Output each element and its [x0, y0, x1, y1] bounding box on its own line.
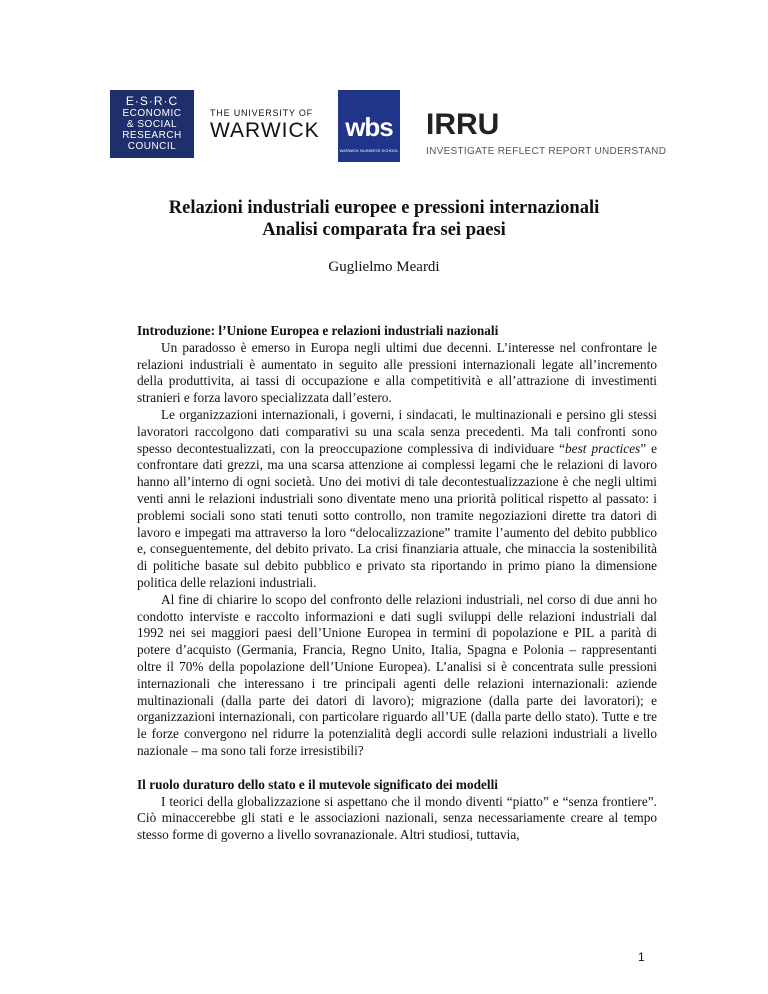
- title-line-2: Analisi comparata fra sei paesi: [262, 220, 506, 240]
- wbs-logo: [338, 90, 400, 162]
- section-gap: [137, 760, 657, 777]
- wbs-logo-subtext: WARWICK BUSINESS SCHOOL: [339, 148, 399, 153]
- warwick-logo-small: THE UNIVERSITY OF: [210, 108, 313, 118]
- paragraph: Un paradosso è emerso in Europa negli ultimi due decenni. L’interesse nel confrontare le relazioni industriali è aumentato in seguito alle pressioni internazionali legate all’incremento della produttivita, ai tassi di occupazione e alla competitività e all’attrazione di investimenti stranieri e forza lavoro specializzata dall’estero.: [137, 339, 657, 406]
- paragraph: Al fine di chiarire lo scopo del confronto delle relazioni industriali, nel corso di due anni ho condotto interviste e raccolto informazioni e dati sugli sviluppi delle relazioni industriali dal 1992 nei sei maggiori paesi dell’Unione Europea in termini di popolazione e PIL a parità di potere d’acquisto (Germania, Francia, Regno Unito, Italia, Spagna e Polonia – rappresentanti oltre il 70% della popolazione dell’Unione Europea). L’analisi si è concentrata sulle pressioni internazionali che interessano i tre principali agenti delle relazioni internazionali: aziende multinazionali (dalla parte dei datori di lavoro); migrazione (dalla parte dei lavoratori); e organizzazioni internazionali, con particolare riguardo all’UE (dalla parte dello stato). Tutte e tre le forze convergono nel ridurre la potenzialità degli accordi sulle relazioni industriali a livello nazionale – ma sono tali forze irresistibili?: [137, 591, 657, 758]
- paragraph: I teorici della globalizzazione si aspettano che il mondo diventi “piatto” e “senza frontiere”. Ciò minaccerebbe gli stati e le associazioni nazionali, senza necessariamente creare al tempo stesso forme di governo a livello sovranazionale. Altri studiosi, tuttavia,: [137, 793, 657, 843]
- esrc-logo-line: E·S·R·C: [125, 94, 179, 108]
- title-line-1: Relazioni industriali europee e pressioni internazionali: [168, 198, 600, 218]
- italic-term: best practices: [565, 440, 641, 456]
- irru-logo: [426, 110, 726, 157]
- paragraph: Le organizzazioni internazionali, i governi, i sindacati, le multinazionali e persino gli stessi lavoratori raccolgono dati comparativi su una scala senza precedenti. Ma tali confronti sono spesso decontestualizzati, con la preoccupazione complessiva di individuare “best practices” e confrontare dati grezzi, ma una scarsa attenzione ai complessi legami che le relazioni di lavoro hanno all’interno di ogni società. Uno dei motivi di tale decontestualizzazione è che negli ultimi venti anni le relazioni industriali sono diventate meno una priorità political rispetto al passato: i problemi sociali sono stati tenuti sotto controllo, non tramite negoziazioni dirette tra datori di lavoro e impegati ma attraverso la loro “delocalizzazione” tramite l’aumento del debito pubblico e, conseguentemente, del debito privato. La crisi finanziaria attuale, che minaccia la sostenibilità di politiche basate sul debito pubblico e privato sta riportando in primo piano la dimensione politica delle relazioni industriali.: [137, 406, 658, 590]
- irru-logo-text: IRRU: [426, 108, 500, 141]
- esrc-logo-line: & SOCIAL: [126, 119, 178, 130]
- author-name: Guglielmo Meardi: [328, 259, 440, 275]
- esrc-logo-line: ECONOMIC: [122, 108, 182, 119]
- page-number: 1: [638, 950, 645, 964]
- warwick-logo: [210, 108, 330, 143]
- document-title: [0, 197, 768, 241]
- esrc-logo-line: RESEARCH: [122, 130, 182, 141]
- section-heading: Introduzione: l’Unione Europea e relazioni industriali nazionali: [137, 323, 499, 338]
- warwick-logo-big: WARWICK: [210, 119, 320, 142]
- document-body: [137, 323, 657, 844]
- irru-tagline: INVESTIGATE REFLECT REPORT UNDERSTAND: [426, 146, 667, 157]
- esrc-logo: [110, 90, 194, 158]
- wbs-logo-text: wbs: [345, 112, 393, 142]
- esrc-logo-line: COUNCIL: [127, 141, 177, 152]
- section-heading: Il ruolo duraturo dello stato e il mutevole significato dei modelli: [137, 776, 498, 792]
